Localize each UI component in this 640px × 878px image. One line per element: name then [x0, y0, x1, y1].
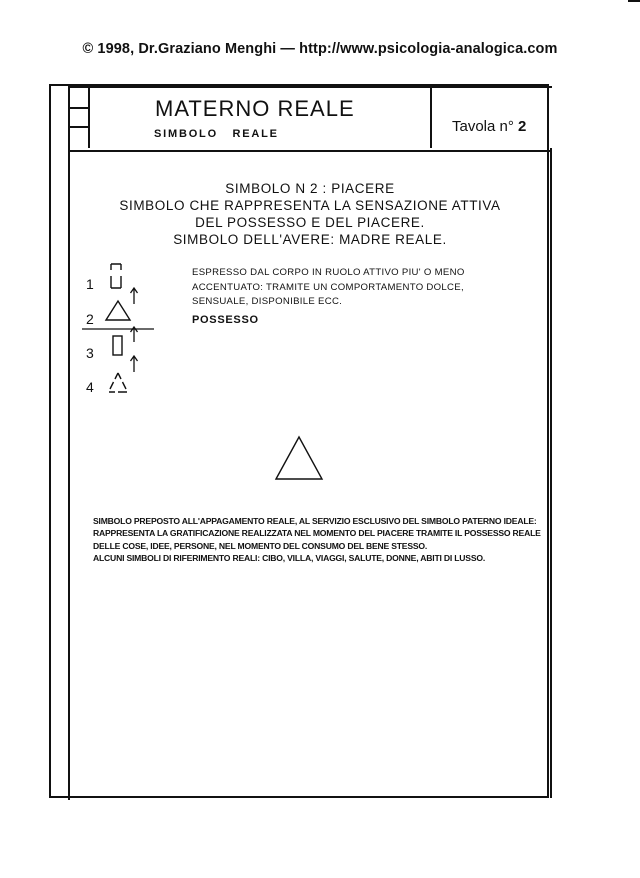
heading-line-3: DEL POSSESSO E DEL PIACERE.	[195, 215, 425, 230]
arrow-up-icon	[131, 288, 138, 304]
symbol-description	[192, 266, 532, 310]
symbol-number-4: 4	[86, 379, 94, 395]
rectangle-symbol	[113, 336, 122, 355]
title-block-divider	[430, 88, 432, 148]
symbol-number-2: 2	[86, 311, 94, 327]
tavola-text: Tavola n°	[452, 118, 514, 135]
description-line-2: ACCENTUATO: TRAMITE UN COMPORTAMENTO DOLCE,	[192, 281, 464, 293]
tavola-number: 2	[518, 118, 527, 135]
heading-line-4: SIMBOLO DELL'AVERE: MADRE REALE.	[173, 232, 447, 247]
note-line-3: DELLE COSE, IDEE, PERSONE, NEL MOMENTO DEL CONSUMO DEL BENE STESSO.	[93, 540, 428, 551]
large-triangle-symbol	[270, 432, 332, 484]
note-line-1: SIMBOLO PREPOSTO ALL'APPAGAMENTO REALE, AL SERVIZIO ESCLUSIVO DEL SIMBOLO PATERNO IDEALE:	[93, 516, 537, 526]
symbol-heading	[70, 180, 550, 248]
description-line-1: ESPRESSO DAL CORPO IN RUOLO ATTIVO PIU' O MENO	[192, 267, 465, 278]
triangle-symbol	[106, 301, 130, 320]
description-line-3: SENSUALE, DISPONIBILE ECC.	[192, 296, 343, 307]
right-border-line	[550, 148, 552, 798]
note-line-2: RAPPRESENTA LA GRATIFICAZIONE REALIZZATA NEL MOMENTO DEL PIACERE TRAMITE IL POSSESSO REALE	[93, 528, 541, 539]
tavola-label	[452, 118, 526, 135]
heading-line-1: SIMBOLO N 2 : PIACERE	[225, 181, 395, 196]
note-line-4: ALCUNI SIMBOLI DI RIFERIMENTO REALI: CIBO, VILLA, VIAGGI, SALUTE, DONNE, ABITI DI LUSSO.	[93, 553, 486, 564]
explanatory-note	[93, 515, 541, 565]
heading-line-2: SIMBOLO CHE RAPPRESENTA LA SENSAZIONE ATTIVA	[119, 198, 501, 213]
possesso-label: POSSESSO	[192, 314, 259, 326]
dashed-triangle-symbol	[109, 373, 127, 392]
symbol-number-1: 1	[86, 276, 94, 292]
symbol-number-3: 3	[86, 345, 94, 361]
sheet-subtitle: SIMBOLO REALE	[154, 128, 279, 140]
symbol-sequence-diagram	[78, 258, 168, 408]
copyright-line: © 1998, Dr.Graziano Menghi — http://www.psicologia-analogica.com	[82, 41, 558, 57]
edge-mark	[628, 0, 640, 2]
sheet-title: MATERNO REALE	[155, 96, 355, 121]
arrow-up-icon	[131, 356, 138, 372]
title-block-left-column	[68, 88, 90, 148]
title-block	[68, 86, 552, 152]
dashed-rectangle-symbol	[111, 264, 121, 288]
